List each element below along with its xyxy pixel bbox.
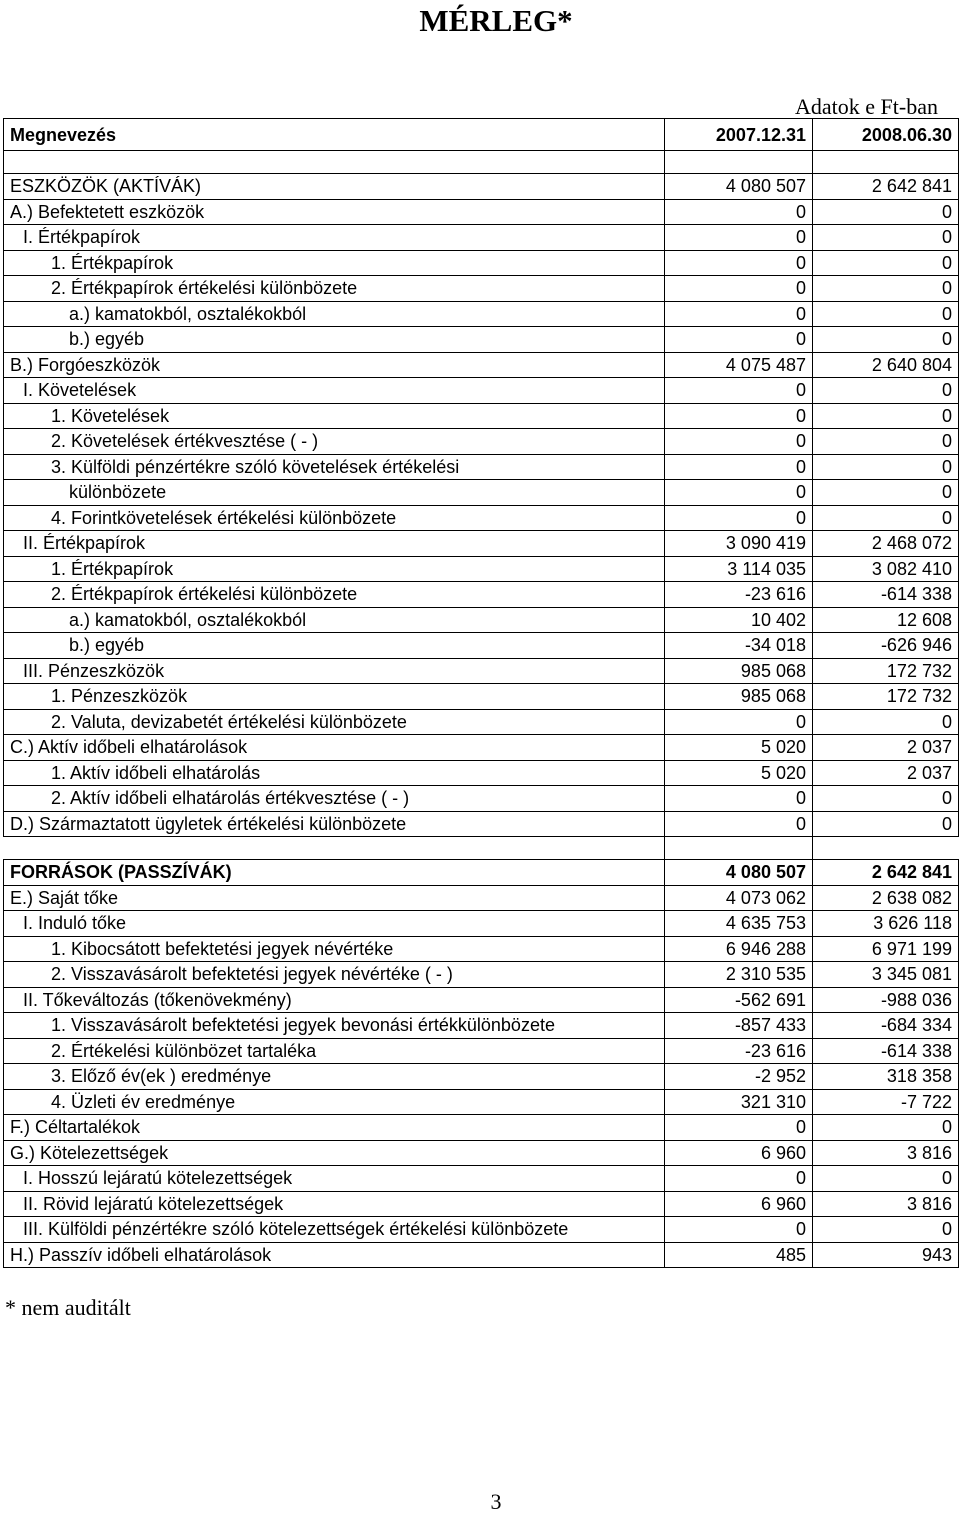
row-label: a.) kamatokból, osztalékokból: [4, 301, 665, 327]
value-2008: 2 640 804: [813, 352, 959, 378]
spacer-cell: [813, 151, 959, 174]
row-label: B.) Forgóeszközök: [4, 352, 665, 378]
row-label: 1. Aktív időbeli elhatárolás: [4, 760, 665, 786]
value-2007: -562 691: [665, 987, 813, 1013]
value-2008: 0: [813, 429, 959, 455]
table-row: [4, 760, 959, 786]
table-row: [4, 1217, 959, 1243]
value-2008: 0: [813, 276, 959, 302]
table-row: [4, 429, 959, 455]
value-2007: 0: [665, 709, 813, 735]
value-2008: 2 638 082: [813, 885, 959, 911]
row-label: III. Pénzeszközök: [4, 658, 665, 684]
spacer-row: [4, 151, 959, 174]
value-2007: 0: [665, 1217, 813, 1243]
table-row: [4, 352, 959, 378]
table-row: [4, 225, 959, 251]
value-2008: -684 334: [813, 1013, 959, 1039]
table-row: [4, 454, 959, 480]
value-2008: -614 338: [813, 1038, 959, 1064]
row-label: 4. Üzleti év eredménye: [4, 1089, 665, 1115]
row-label: b.) egyéb: [4, 327, 665, 353]
row-label: 2. Értékelési különbözet tartaléka: [4, 1038, 665, 1064]
table-row: [4, 505, 959, 531]
value-2007: 0: [665, 250, 813, 276]
row-label: 2. Értékpapírok értékelési különbözete: [4, 276, 665, 302]
row-label: I. Követelések: [4, 378, 665, 404]
value-2007: -23 616: [665, 1038, 813, 1064]
spacer-cell: [813, 837, 959, 860]
value-2008: 172 732: [813, 658, 959, 684]
table-row: [4, 962, 959, 988]
value-2007: 321 310: [665, 1089, 813, 1115]
value-2008: -7 722: [813, 1089, 959, 1115]
page-number: 3: [490, 1489, 502, 1514]
unit-note: Adatok e Ft-ban: [795, 94, 938, 119]
row-label: 2. Aktív időbeli elhatárolás értékvesztése ( - ): [4, 786, 665, 812]
row-label: 1. Pénzeszközök: [4, 684, 665, 710]
footnote: * nem auditált: [5, 1295, 131, 1320]
table-row: [4, 936, 959, 962]
table-row: [4, 250, 959, 276]
value-2007: 485: [665, 1242, 813, 1268]
row-label: ESZKÖZÖK (AKTÍVÁK): [4, 174, 665, 200]
value-2008: 0: [813, 811, 959, 837]
table-row: [4, 709, 959, 735]
value-2008: 0: [813, 403, 959, 429]
table-row: [4, 199, 959, 225]
table-row: [4, 1064, 959, 1090]
value-2007: 0: [665, 403, 813, 429]
value-2007: 0: [665, 480, 813, 506]
table-row: [4, 1115, 959, 1141]
value-2007: 5 020: [665, 735, 813, 761]
table-row: [4, 633, 959, 659]
table-row: [4, 1242, 959, 1268]
spacer-row: [4, 837, 959, 860]
header-name: Megnevezés: [4, 119, 665, 151]
row-label: C.) Aktív időbeli elhatárolások: [4, 735, 665, 761]
row-label: 2. Visszavásárolt befektetési jegyek névértéke ( - ): [4, 962, 665, 988]
value-2008: 0: [813, 378, 959, 404]
value-2008: 318 358: [813, 1064, 959, 1090]
value-2007: 0: [665, 1115, 813, 1141]
value-2007: 0: [665, 276, 813, 302]
table-row: [4, 1140, 959, 1166]
value-2007: 5 020: [665, 760, 813, 786]
value-2007: 4 080 507: [665, 860, 813, 886]
value-2008: 3 082 410: [813, 556, 959, 582]
value-2007: 0: [665, 378, 813, 404]
table-row: [4, 885, 959, 911]
value-2008: 0: [813, 454, 959, 480]
row-label: I. Értékpapírok: [4, 225, 665, 251]
table-row: [4, 911, 959, 937]
row-label: b.) egyéb: [4, 633, 665, 659]
value-2008: 3 345 081: [813, 962, 959, 988]
row-label: H.) Passzív időbeli elhatárolások: [4, 1242, 665, 1268]
value-2007: 4 075 487: [665, 352, 813, 378]
row-label: 2. Valuta, devizabetét értékelési különbözete: [4, 709, 665, 735]
table-row: [4, 531, 959, 557]
table-row: [4, 174, 959, 200]
value-2008: 0: [813, 709, 959, 735]
row-label: G.) Kötelezettségek: [4, 1140, 665, 1166]
table-row: [4, 1166, 959, 1192]
value-2007: -34 018: [665, 633, 813, 659]
header-col-2008: 2008.06.30: [813, 119, 959, 151]
table-row: [4, 735, 959, 761]
value-2008: 3 626 118: [813, 911, 959, 937]
row-label: F.) Céltartalékok: [4, 1115, 665, 1141]
row-label: D.) Származtatott ügyletek értékelési különbözete: [4, 811, 665, 837]
row-label: II. Rövid lejáratú kötelezettségek: [4, 1191, 665, 1217]
value-2008: -626 946: [813, 633, 959, 659]
value-2007: 985 068: [665, 658, 813, 684]
row-label: 1. Értékpapírok: [4, 250, 665, 276]
spacer-cell: [665, 151, 813, 174]
header-col-2007: 2007.12.31: [665, 119, 813, 151]
row-label: 1. Értékpapírok: [4, 556, 665, 582]
table-row: [4, 327, 959, 353]
value-2007: 0: [665, 786, 813, 812]
value-2008: 0: [813, 1115, 959, 1141]
value-2008: 2 037: [813, 735, 959, 761]
row-label: 1. Visszavásárolt befektetési jegyek bevonási értékkülönbözete: [4, 1013, 665, 1039]
table-row: [4, 811, 959, 837]
value-2008: 0: [813, 1166, 959, 1192]
value-2007: 0: [665, 301, 813, 327]
value-2007: 0: [665, 199, 813, 225]
value-2007: 10 402: [665, 607, 813, 633]
balance-sheet-table-container: [3, 118, 958, 1268]
value-2007: 0: [665, 811, 813, 837]
value-2008: 0: [813, 327, 959, 353]
value-2007: 0: [665, 327, 813, 353]
row-label: I. Induló tőke: [4, 911, 665, 937]
table-header-row: [4, 119, 959, 151]
value-2008: 3 816: [813, 1191, 959, 1217]
table-row: [4, 1013, 959, 1039]
value-2008: 0: [813, 199, 959, 225]
value-2007: 6 960: [665, 1191, 813, 1217]
page-title: MÉRLEG*: [419, 3, 573, 38]
value-2008: 0: [813, 250, 959, 276]
value-2007: 4 073 062: [665, 885, 813, 911]
value-2007: 0: [665, 505, 813, 531]
value-2007: -2 952: [665, 1064, 813, 1090]
row-label: 2. Követelések értékvesztése ( - ): [4, 429, 665, 455]
row-label: különbözete: [4, 480, 665, 506]
value-2008: 2 642 841: [813, 860, 959, 886]
value-2008: 3 816: [813, 1140, 959, 1166]
value-2007: 0: [665, 429, 813, 455]
row-label: FORRÁSOK (PASSZÍVÁK): [4, 860, 665, 886]
value-2008: -988 036: [813, 987, 959, 1013]
value-2008: 0: [813, 786, 959, 812]
balance-sheet-table: [3, 118, 959, 1268]
table-row: [4, 658, 959, 684]
table-row: [4, 860, 959, 886]
table-row: [4, 276, 959, 302]
spacer-cell: [4, 837, 665, 860]
row-label: 1. Kibocsátott befektetési jegyek névértéke: [4, 936, 665, 962]
value-2007: 3 090 419: [665, 531, 813, 557]
value-2008: -614 338: [813, 582, 959, 608]
value-2007: -23 616: [665, 582, 813, 608]
value-2008: 943: [813, 1242, 959, 1268]
table-row: [4, 607, 959, 633]
value-2008: 172 732: [813, 684, 959, 710]
row-label: 4. Forintkövetelések értékelési különbözete: [4, 505, 665, 531]
row-label: I. Hosszú lejáratú kötelezettségek: [4, 1166, 665, 1192]
value-2007: -857 433: [665, 1013, 813, 1039]
table-row: [4, 1191, 959, 1217]
value-2008: 12 608: [813, 607, 959, 633]
value-2007: 4 080 507: [665, 174, 813, 200]
spacer-cell: [665, 837, 813, 860]
value-2008: 2 468 072: [813, 531, 959, 557]
value-2007: 3 114 035: [665, 556, 813, 582]
value-2007: 0: [665, 454, 813, 480]
row-label: III. Külföldi pénzértékre szóló kötelezettségek értékelési különbözete: [4, 1217, 665, 1243]
table-row: [4, 1038, 959, 1064]
spacer-cell: [4, 151, 665, 174]
value-2008: 2 037: [813, 760, 959, 786]
value-2007: 4 635 753: [665, 911, 813, 937]
row-label: E.) Saját tőke: [4, 885, 665, 911]
row-label: 3. Előző év(ek ) eredménye: [4, 1064, 665, 1090]
value-2007: 6 946 288: [665, 936, 813, 962]
table-row: [4, 378, 959, 404]
row-label: II. Értékpapírok: [4, 531, 665, 557]
value-2007: 2 310 535: [665, 962, 813, 988]
value-2007: 0: [665, 225, 813, 251]
table-row: [4, 403, 959, 429]
row-label: II. Tőkeváltozás (tőkenövekmény): [4, 987, 665, 1013]
table-row: [4, 1089, 959, 1115]
row-label: 3. Külföldi pénzértékre szóló követelések értékelési: [4, 454, 665, 480]
value-2007: 985 068: [665, 684, 813, 710]
row-label: 2. Értékpapírok értékelési különbözete: [4, 582, 665, 608]
value-2008: 0: [813, 225, 959, 251]
table-row: [4, 301, 959, 327]
table-row: [4, 684, 959, 710]
table-row: [4, 556, 959, 582]
value-2008: 0: [813, 480, 959, 506]
value-2008: 0: [813, 505, 959, 531]
value-2008: 0: [813, 301, 959, 327]
row-label: A.) Befektetett eszközök: [4, 199, 665, 225]
row-label: a.) kamatokból, osztalékokból: [4, 607, 665, 633]
table-row: [4, 786, 959, 812]
row-label: 1. Követelések: [4, 403, 665, 429]
value-2007: 0: [665, 1166, 813, 1192]
value-2008: 2 642 841: [813, 174, 959, 200]
table-row: [4, 987, 959, 1013]
value-2008: 6 971 199: [813, 936, 959, 962]
table-row: [4, 480, 959, 506]
value-2007: 6 960: [665, 1140, 813, 1166]
table-row: [4, 582, 959, 608]
value-2008: 0: [813, 1217, 959, 1243]
